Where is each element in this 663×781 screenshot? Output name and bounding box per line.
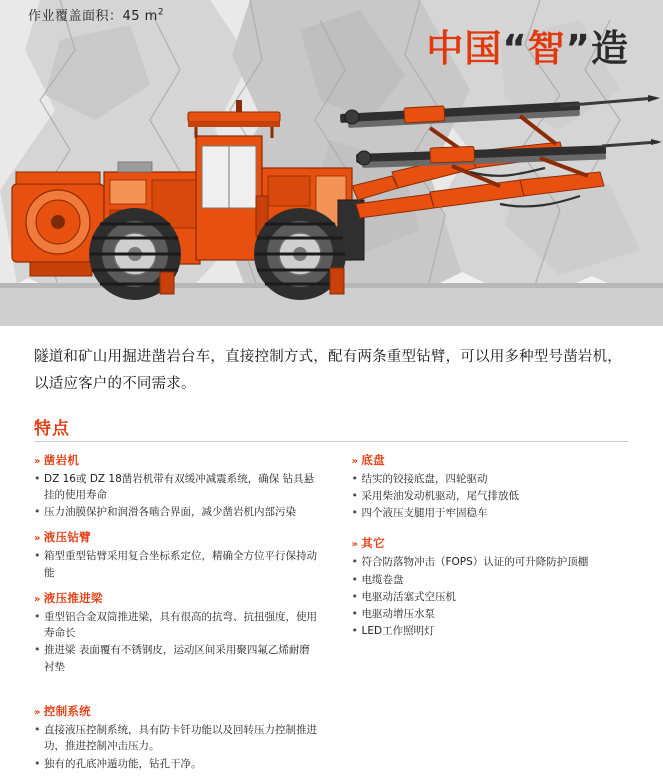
features-heading: 特点 (34, 418, 70, 439)
features-divider (34, 441, 628, 442)
feature-item-list (352, 554, 620, 639)
features-left-column (34, 452, 334, 781)
feature-group-title-text: 底盘 (361, 452, 385, 467)
list-item: • 独有的孔底冲遁功能，钻孔干净。 (34, 756, 320, 772)
feature-item-list (34, 471, 320, 521)
chevron-icon: » (34, 455, 41, 467)
feature-group-title-text: 液压钻臂 (43, 530, 91, 545)
hero-banner (0, 0, 663, 326)
list-item: • 符合防落物冲击（FOPS）认证的可升降防护顶棚 (352, 554, 620, 570)
list-item: • 推进梁 表面覆有不锈钢皮，运动区间采用聚四氟乙烯耐磨衬垫 (34, 642, 320, 675)
feature-group-rock-drill (34, 452, 320, 521)
hero-title-part-3: 造 (591, 27, 629, 70)
coverage-area-caption (28, 5, 164, 24)
drilling-jumbo-illustration (0, 76, 663, 306)
feature-group-title-text: 其它 (361, 536, 385, 551)
feature-group-hydraulic-boom (34, 529, 320, 581)
feature-group-others (352, 535, 620, 639)
hero-title-quote-close: ” (565, 27, 591, 70)
features-columns (0, 452, 663, 781)
feature-group-control-system (34, 703, 320, 772)
feature-group-title-text: 控制系统 (43, 704, 91, 719)
product-intro-paragraph: 隧道和矿山用掘进凿岩台车，直接控制方式，配有两条重型钻臂，可以用多种型号凿岩机，以适应客户的不同需求。 (34, 349, 622, 392)
feature-item-list (34, 548, 320, 581)
list-item: • 直接液压控制系统，具有防卡钎功能以及回转压力控制推进功，推进控制冲击压力。 (34, 722, 320, 755)
hero-title-part-2: 智 (527, 27, 566, 70)
list-item: • 电缆卷盘 (352, 572, 620, 588)
feature-group-feed-beam (34, 590, 320, 675)
list-item: • 电驱动活塞式空压机 (352, 589, 620, 605)
list-item: • 箱型重型钻臂采用复合坐标系定位，精确全方位平行保持动能 (34, 548, 320, 581)
list-item: • 四个液压支腿用于牢固稳车 (352, 505, 620, 521)
feature-group-chassis (352, 452, 620, 522)
chevron-icon: » (351, 539, 359, 551)
chevron-icon: » (34, 533, 41, 545)
feature-group-title (352, 452, 620, 468)
list-item: • LED工作照明灯 (352, 623, 620, 639)
list-item: • 采用柴油发动机驱动，尾气排放低 (352, 488, 620, 504)
list-item: • 压力油膜保护和润滑各啮合界面，减少凿岩机内部污染 (34, 504, 320, 520)
coverage-area-text: 作业覆盖面积：45 m (28, 9, 158, 24)
feature-group-title-text: 凿岩机 (43, 452, 80, 467)
list-item: • DZ 16或 DZ 18凿岩机带有双缓冲减震系统，确保 钻具悬挂的使用寿命 (34, 471, 320, 504)
feature-item-list (34, 722, 320, 772)
feature-group-title-text: 液压推进梁 (43, 590, 103, 605)
feature-group-title (34, 529, 320, 545)
chevron-icon: » (34, 593, 41, 605)
list-item: • 结实的铰接底盘，四轮驱动 (352, 471, 620, 487)
feature-group-title (34, 590, 320, 606)
chevron-icon: » (34, 707, 41, 719)
features-right-column (334, 452, 634, 781)
coverage-area-unit-exponent: 2 (157, 7, 165, 18)
list-item: • 重型铝合金双筒推进梁，具有很高的抗弯、抗扭强度，使用寿命长 (34, 609, 320, 642)
feature-group-title (34, 452, 320, 468)
feature-item-list (34, 609, 320, 675)
feature-item-list (352, 471, 620, 522)
list-item: • 电驱动增压水泵 (352, 606, 620, 622)
hero-title (426, 18, 629, 72)
feature-group-title (352, 535, 620, 551)
chevron-icon: » (351, 455, 359, 467)
hero-title-part-1: 中国 (426, 27, 503, 70)
hero-title-quote-open: “ (502, 27, 528, 70)
feature-group-title (34, 703, 320, 719)
